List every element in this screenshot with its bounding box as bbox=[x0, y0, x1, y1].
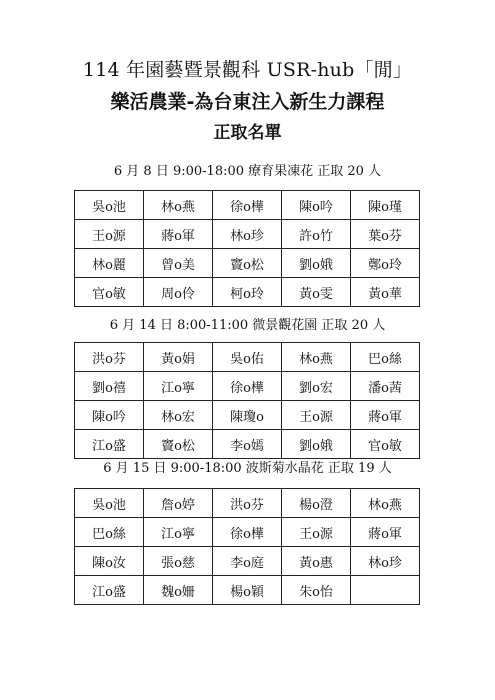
name-cell: 官o敏 bbox=[351, 430, 420, 459]
name-cell: 王o源 bbox=[75, 220, 144, 249]
name-cell: 王o源 bbox=[282, 401, 351, 430]
name-cell: 林o燕 bbox=[351, 489, 420, 518]
name-cell bbox=[351, 576, 420, 605]
name-cell: 劉o娥 bbox=[282, 430, 351, 459]
table-row bbox=[75, 401, 420, 430]
name-cell: 徐o樺 bbox=[213, 191, 282, 220]
name-cell: 林o麗 bbox=[75, 249, 144, 278]
table-row bbox=[75, 576, 420, 605]
name-cell: 林o珍 bbox=[213, 220, 282, 249]
name-cell: 林o宏 bbox=[144, 401, 213, 430]
table-row bbox=[75, 430, 420, 459]
name-cell: 楊o澄 bbox=[282, 489, 351, 518]
name-cell: 黃o惠 bbox=[282, 547, 351, 576]
course-title: 樂活農業-為台東注入新生力課程 bbox=[110, 91, 385, 113]
name-cell: 陳o吟 bbox=[75, 401, 144, 430]
name-cell: 李o庭 bbox=[213, 547, 282, 576]
table-row bbox=[75, 249, 420, 278]
name-cell: 陳瓊o bbox=[213, 401, 282, 430]
name-cell: 竇o松 bbox=[213, 249, 282, 278]
name-cell: 王o源 bbox=[282, 518, 351, 547]
name-cell: 張o慈 bbox=[144, 547, 213, 576]
name-cell: 曾o美 bbox=[144, 249, 213, 278]
name-cell: 江o盛 bbox=[75, 576, 144, 605]
name-cell: 吳o池 bbox=[75, 489, 144, 518]
name-cell: 楊o穎 bbox=[213, 576, 282, 605]
name-cell: 林o燕 bbox=[282, 343, 351, 372]
name-cell: 竇o松 bbox=[144, 430, 213, 459]
section-header-june-15: 6 月 15 日 9:00-18:00 波斯菊水晶花 正取 19 人 bbox=[103, 461, 392, 476]
name-cell: 潘o茜 bbox=[351, 372, 420, 401]
name-cell: 江o盛 bbox=[75, 430, 144, 459]
name-cell: 蔣o軍 bbox=[144, 220, 213, 249]
name-cell: 劉o娥 bbox=[282, 249, 351, 278]
name-cell: 周o伶 bbox=[144, 278, 213, 307]
name-cell: 林o燕 bbox=[144, 191, 213, 220]
name-cell: 許o竹 bbox=[282, 220, 351, 249]
name-cell: 巴o絲 bbox=[351, 343, 420, 372]
name-cell: 官o敏 bbox=[75, 278, 144, 307]
name-cell: 葉o芬 bbox=[351, 220, 420, 249]
table-row bbox=[75, 372, 420, 401]
name-cell: 蔣o軍 bbox=[351, 518, 420, 547]
name-cell: 巴o絲 bbox=[75, 518, 144, 547]
name-cell: 吳o佑 bbox=[213, 343, 282, 372]
names-table-june-15 bbox=[74, 488, 420, 605]
name-cell: 徐o樺 bbox=[213, 518, 282, 547]
table-row bbox=[75, 278, 420, 307]
name-cell: 劉o宏 bbox=[282, 372, 351, 401]
name-cell: 洪o芬 bbox=[213, 489, 282, 518]
document-title: 114 年園藝暨景觀科 USR-hub「閒」 bbox=[82, 59, 413, 81]
section-header-june-14: 6 月 14 日 8:00-11:00 微景觀花園 正取 20 人 bbox=[109, 318, 386, 333]
name-cell: 林o珍 bbox=[351, 547, 420, 576]
name-cell: 江o寧 bbox=[144, 518, 213, 547]
name-cell: 黃o雯 bbox=[282, 278, 351, 307]
name-cell: 洪o芬 bbox=[75, 343, 144, 372]
name-cell: 詹o婷 bbox=[144, 489, 213, 518]
list-title: 正取名單 bbox=[213, 123, 282, 143]
table-row bbox=[75, 191, 420, 220]
name-cell: 蔣o軍 bbox=[351, 401, 420, 430]
table-row bbox=[75, 547, 420, 576]
name-cell: 吳o池 bbox=[75, 191, 144, 220]
name-cell: 陳o吟 bbox=[282, 191, 351, 220]
names-table-june-14 bbox=[74, 342, 420, 459]
name-cell: 李o嫣 bbox=[213, 430, 282, 459]
name-cell: 陳o汝 bbox=[75, 547, 144, 576]
name-cell: 陳o瑾 bbox=[351, 191, 420, 220]
name-cell: 柯o玲 bbox=[213, 278, 282, 307]
name-cell: 黃o華 bbox=[351, 278, 420, 307]
names-table-june-8 bbox=[74, 190, 420, 307]
table-row bbox=[75, 343, 420, 372]
table-row bbox=[75, 489, 420, 518]
name-cell: 劉o禧 bbox=[75, 372, 144, 401]
name-cell: 鄭o玲 bbox=[351, 249, 420, 278]
name-cell: 江o寧 bbox=[144, 372, 213, 401]
name-cell: 魏o姍 bbox=[144, 576, 213, 605]
table-row bbox=[75, 220, 420, 249]
name-cell: 朱o怡 bbox=[282, 576, 351, 605]
section-header-june-8: 6 月 8 日 9:00-18:00 療育果凍花 正取 20 人 bbox=[113, 164, 382, 179]
table-row bbox=[75, 518, 420, 547]
name-cell: 黃o娟 bbox=[144, 343, 213, 372]
name-cell: 徐o樺 bbox=[213, 372, 282, 401]
